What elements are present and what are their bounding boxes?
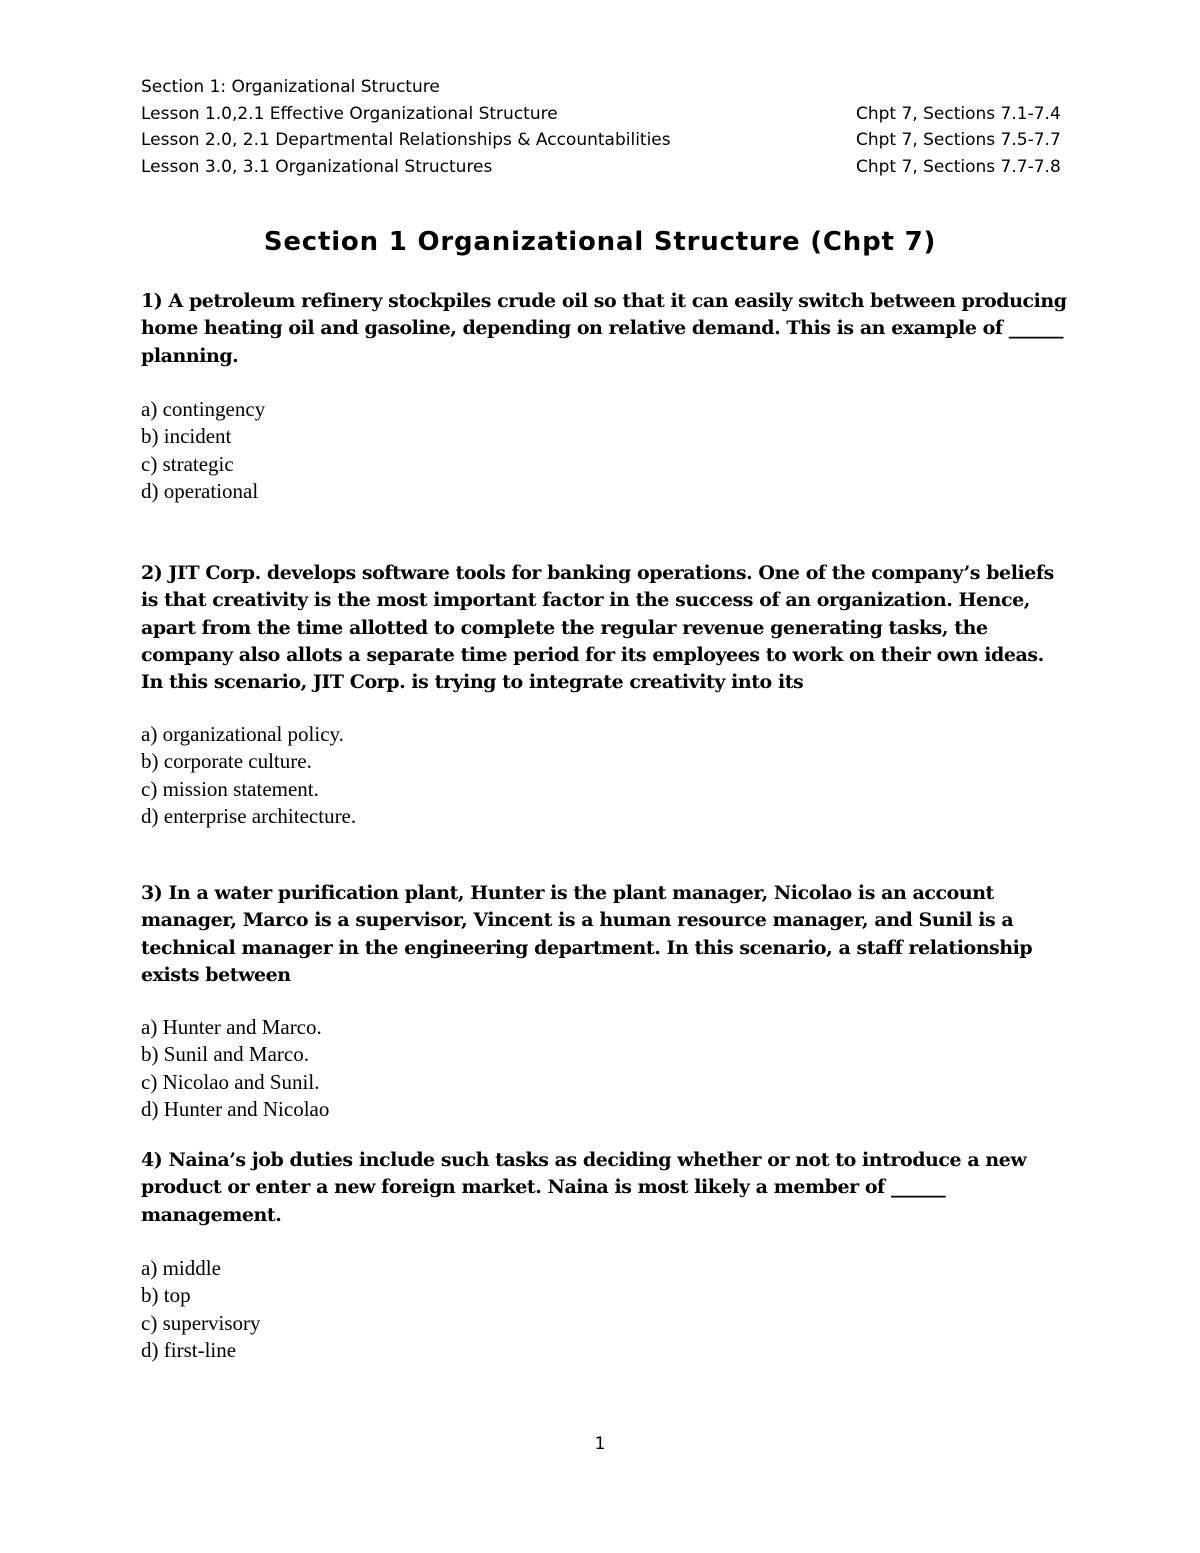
- question-4: [141, 1147, 1071, 1229]
- lesson-chapter-ref: Chpt 7, Sections 7.7-7.8: [856, 156, 1061, 177]
- lesson-row: [141, 101, 1061, 128]
- question-text: JIT Corp. develops software tools for banking operations. One of the company’s beliefs is that creativity is the most important factor in the success of an organization. Hence, apart from the time allotted to complete the regular revenue generating tasks, the company also allots a separate time period for its employees to work on their own ideas. In this scenario, JIT Corp. is trying to integrate creativity into its: [141, 562, 1054, 694]
- answer-option: b) incident: [141, 424, 232, 449]
- answer-option: d) first-line: [141, 1337, 237, 1362]
- question-text: Naina’s job duties include such tasks as deciding whether or not to introduce a new product or enter a new foreign market. Naina is most likely a member of ______ management.: [141, 1149, 1027, 1226]
- answer-option: d) operational: [141, 478, 259, 503]
- lesson-title: Lesson 2.0, 2.1 Departmental Relationships & Accountabilities: [141, 130, 671, 150]
- answer-option: d) Hunter and Nicolao: [141, 1096, 330, 1121]
- page-number: 1: [594, 1434, 606, 1454]
- answer-option: c) mission statement.: [141, 776, 319, 801]
- page-title: Section 1 Organizational Structure (Chpt 7): [263, 227, 937, 257]
- question-3: [141, 880, 1071, 989]
- answer-option: a) middle: [141, 1256, 221, 1280]
- question-1: [141, 288, 1071, 370]
- answer-option: a) organizational policy.: [141, 722, 344, 746]
- answer-option: a) Hunter and Marco.: [141, 1015, 322, 1039]
- course-header: [141, 74, 1061, 180]
- lesson-row: [141, 127, 1061, 154]
- question-number: 3): [141, 882, 163, 904]
- lesson-chapter-ref: Chpt 7, Sections 7.1-7.4: [856, 103, 1061, 124]
- answer-option: b) top: [141, 1283, 191, 1308]
- question-text: A petroleum refinery stockpiles crude oil so that it can easily switch between producing home heating oil and gasoline, depending on relative demand. This is an example of ______ planning.: [141, 290, 1067, 367]
- lesson-title: Lesson 1.0,2.1 Effective Organizational Structure: [141, 103, 558, 124]
- question-number: 4): [141, 1149, 163, 1171]
- lesson-title: Lesson 3.0, 3.1 Organizational Structures: [141, 156, 493, 177]
- answer-option: d) enterprise architecture.: [141, 803, 357, 828]
- question-number: 1): [141, 290, 163, 312]
- question-3-options: [141, 1014, 741, 1123]
- question-1-options: [141, 396, 741, 505]
- answer-option: c) supervisory: [141, 1310, 261, 1335]
- answer-option: c) strategic: [141, 451, 234, 476]
- question-text: In a water purification plant, Hunter is the plant manager, Nicolao is an account manager, Marco is a supervisor, Vincent is a human resource manager, and Sunil is a technical manager in the engineering department. In this scenario, a staff relationship exists between: [141, 882, 1033, 986]
- question-number: 2): [141, 562, 163, 584]
- section-label: Section 1: Organizational Structure: [141, 77, 440, 97]
- header-section-line: [141, 74, 1061, 101]
- answer-option: b) corporate culture.: [141, 749, 312, 774]
- answer-option: c) Nicolao and Sunil.: [141, 1069, 320, 1094]
- answer-option: b) Sunil and Marco.: [141, 1042, 309, 1067]
- question-4-options: [141, 1255, 741, 1364]
- lesson-row: [141, 154, 1061, 181]
- answer-option: a) contingency: [141, 397, 266, 421]
- question-2-options: [141, 721, 741, 830]
- lesson-chapter-ref: Chpt 7, Sections 7.5-7.7: [856, 130, 1061, 150]
- question-2: [141, 560, 1071, 696]
